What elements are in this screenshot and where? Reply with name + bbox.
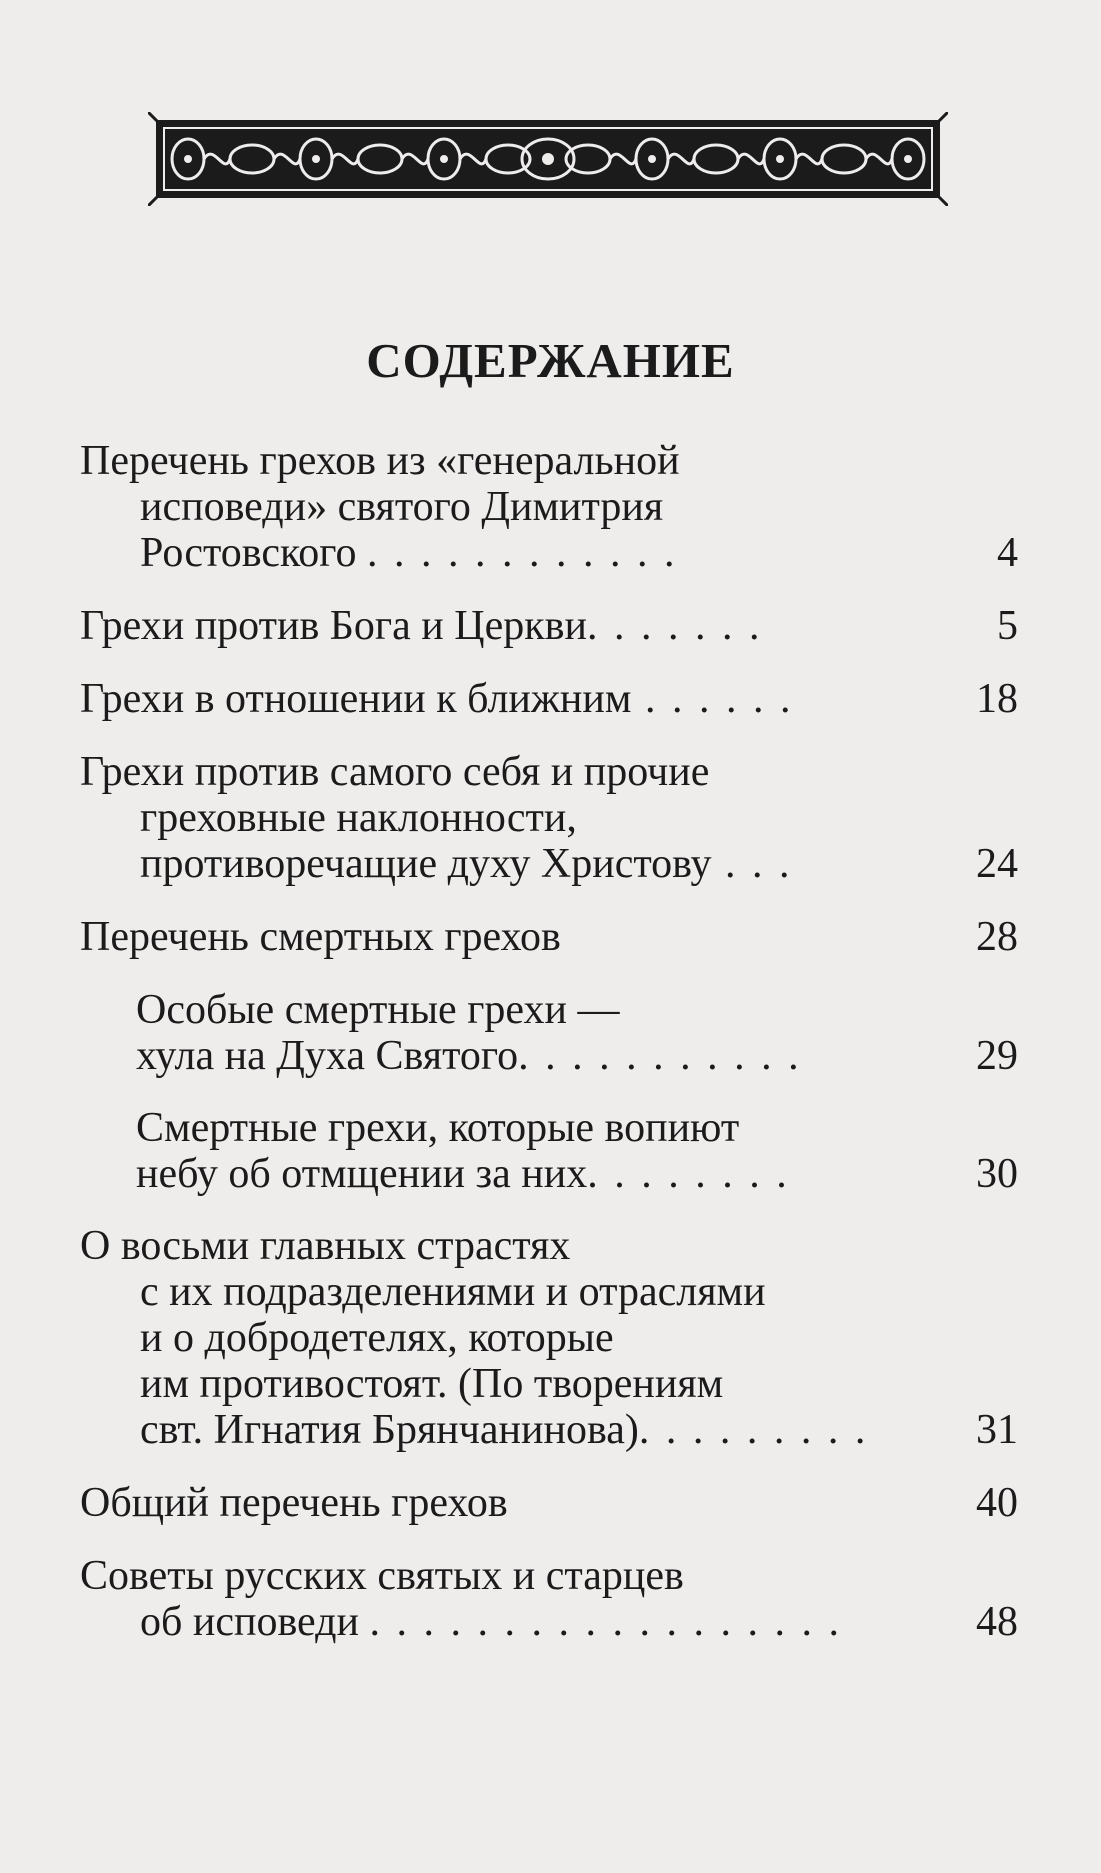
- entry-title-line: с их подразделениями и отраслями: [140, 1269, 766, 1315]
- entry-title-line: Особые смертные грехи —: [136, 987, 620, 1033]
- ornamental-header-band: [148, 112, 948, 206]
- table-of-contents: [80, 438, 1018, 1672]
- entry-title-line: Смертные грехи, которые вопиют: [136, 1105, 740, 1151]
- toc-entry: [80, 1223, 1018, 1453]
- entry-title-line: Грехи в отношении к ближним: [80, 676, 632, 722]
- dot-leader: . . . . . . . .: [587, 1151, 790, 1197]
- dot-leader: . . .: [711, 841, 793, 887]
- toc-subentry: [80, 987, 1018, 1079]
- page-number: 31: [976, 1407, 1018, 1453]
- page-number: 4: [997, 530, 1018, 576]
- entry-title-line: Перечень грехов из «генеральной: [80, 438, 680, 484]
- dot-leader: . . . . . . . . .: [638, 1407, 869, 1453]
- toc-entry: [80, 438, 1018, 576]
- toc-entry: [80, 749, 1018, 887]
- entry-title-line: Ростовского: [140, 530, 357, 576]
- dot-leader: . . . . . . . . . . .: [518, 1033, 802, 1079]
- entry-title-line: хула на Духа Святого: [136, 1033, 519, 1079]
- page-number: 29: [976, 1033, 1018, 1079]
- contents-heading: СОДЕРЖАНИЕ: [366, 333, 735, 388]
- page-number: 48: [976, 1599, 1018, 1645]
- entry-title-line: небу об отмщении за них: [136, 1151, 588, 1197]
- entry-title-line: Грехи против Бога и Церкви: [80, 603, 587, 649]
- page-number: 30: [976, 1151, 1018, 1197]
- toc-entry: [80, 1480, 1018, 1526]
- page-number: 5: [997, 603, 1018, 649]
- entry-title-line: Советы русских святых и старцев: [80, 1553, 684, 1599]
- entry-title-line: противоречащие духу Христову: [140, 841, 712, 887]
- page-number: 28: [976, 914, 1018, 960]
- dot-leader: . . . . . . .: [586, 603, 763, 649]
- dot-leader: . . . . . . . . . . . .: [366, 530, 678, 576]
- entry-title-line: греховные наклонности,: [140, 795, 577, 841]
- entry-title-line: им противостоят. (По творениям: [140, 1361, 724, 1407]
- toc-entry: [80, 1553, 1018, 1645]
- entry-title-line: об исповеди: [140, 1599, 359, 1645]
- entry-title-line: свт. Игнатия Брянчанинова): [140, 1407, 639, 1453]
- entry-title-line: Общий перечень грехов: [80, 1480, 508, 1526]
- toc-subentry: [80, 1105, 1018, 1197]
- dot-leader: . . . . . .: [631, 676, 794, 722]
- page-number: 24: [976, 841, 1018, 887]
- toc-entry: [80, 603, 1018, 649]
- page-number: 18: [976, 676, 1018, 722]
- entry-title-line: Грехи против самого себя и прочие: [80, 749, 710, 795]
- entry-title-line: исповеди» святого Димитрия: [140, 484, 664, 530]
- entry-title-line: О восьми главных страстях: [80, 1223, 571, 1269]
- dot-leader: . . . . . . . . . . . . . . . . . .: [369, 1599, 842, 1645]
- toc-entry: [80, 676, 1018, 722]
- toc-entry: [80, 914, 1018, 960]
- page-number: 40: [976, 1480, 1018, 1526]
- entry-title-line: и о добродетелях, которые: [140, 1315, 614, 1361]
- entry-title-line: Перечень смертных грехов: [80, 914, 561, 960]
